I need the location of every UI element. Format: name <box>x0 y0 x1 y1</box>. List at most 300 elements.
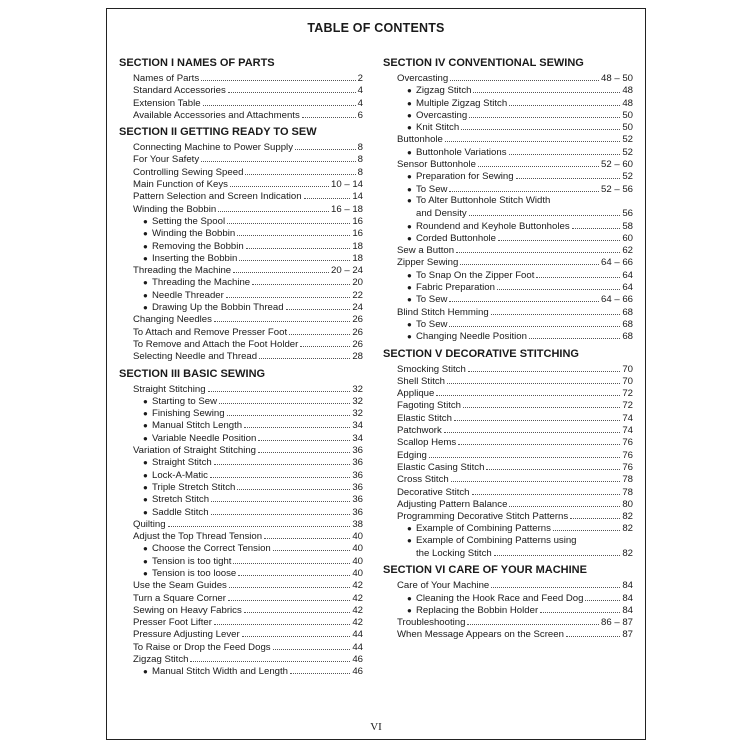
leader-dots <box>570 510 620 519</box>
toc-entry[interactable] <box>383 170 633 182</box>
toc-entry[interactable] <box>119 338 363 350</box>
bullet-icon: ● <box>143 507 148 517</box>
toc-entry[interactable] <box>383 133 633 145</box>
entry-page-number: 20 – 24 <box>330 265 363 277</box>
leader-dots <box>214 456 351 465</box>
bullet-icon: ● <box>407 184 412 194</box>
leader-dots <box>245 166 355 175</box>
entry-text: Use the Seam Guides <box>133 580 227 592</box>
toc-entry[interactable] <box>119 383 363 395</box>
entry-page-number: 36 <box>352 457 363 469</box>
leader-dots <box>242 628 351 637</box>
toc-entry[interactable] <box>119 313 363 325</box>
entry-text: Winding the Bobbin <box>152 228 236 240</box>
entry-label <box>397 629 564 641</box>
entry-text: Changing Needles <box>133 314 212 326</box>
toc-entry[interactable] <box>383 281 633 293</box>
entry-text: When Message Appears on the Screen <box>397 629 564 641</box>
leader-dots <box>445 133 620 142</box>
entry-page-number: 18 <box>352 252 363 264</box>
leader-dots <box>451 473 621 482</box>
entry-label <box>397 580 489 592</box>
entry-text: Scallop Hems <box>397 437 457 449</box>
entry-page-number: 42 <box>352 580 363 592</box>
entry-page-number: 72 <box>622 400 633 412</box>
bullet-icon: ● <box>407 195 412 205</box>
toc-entry[interactable] <box>383 244 633 256</box>
toc-entry[interactable] <box>119 542 363 554</box>
leader-dots <box>233 264 329 273</box>
entry-text: Fagoting Stitch <box>397 400 461 412</box>
entry-page-number: 46 <box>352 654 363 666</box>
toc-entry[interactable] <box>383 387 633 399</box>
leader-dots <box>498 232 620 241</box>
toc-entry[interactable] <box>383 449 633 461</box>
toc-entry[interactable] <box>119 72 363 84</box>
leader-dots <box>509 146 621 155</box>
entry-text: To Snap On the Zipper Foot <box>416 269 535 281</box>
entry-text: To Raise or Drop the Feed Dogs <box>133 641 271 653</box>
entry-text: and Density <box>416 208 467 220</box>
entry-page-number: 26 <box>352 338 363 350</box>
toc-entry[interactable] <box>119 276 363 288</box>
bullet-icon: ● <box>143 253 148 263</box>
entry-page-number: 58 <box>622 220 633 232</box>
toc-entry[interactable] <box>383 461 633 473</box>
entry-page-number: 36 <box>352 445 363 457</box>
toc-entry[interactable] <box>119 289 363 301</box>
toc-entry[interactable] <box>383 220 633 232</box>
toc-entry[interactable] <box>383 522 633 534</box>
toc-entry[interactable] <box>383 293 633 305</box>
toc-entry[interactable] <box>383 436 633 448</box>
entry-text: Setting the Spool <box>152 215 226 227</box>
toc-section <box>383 564 633 640</box>
entry-label <box>152 470 208 482</box>
entry-text: Tension is too tight <box>152 555 232 567</box>
leader-dots <box>168 518 351 527</box>
leader-dots <box>478 158 599 167</box>
toc-entry[interactable] <box>383 97 633 109</box>
leader-dots <box>211 493 350 502</box>
entry-label <box>133 629 240 641</box>
toc-entry[interactable] <box>383 207 633 219</box>
entry-text: Threading the Machine <box>152 277 251 289</box>
entry-page-number: 82 <box>622 523 633 535</box>
leader-dots <box>238 567 350 576</box>
entry-text: Buttonhole Variations <box>416 146 507 158</box>
entry-text: Saddle Stitch <box>152 506 209 518</box>
entry-text: Zigzag Stitch <box>416 85 472 97</box>
leader-dots <box>214 313 350 322</box>
entry-page-number: 24 <box>352 302 363 314</box>
entry-text: Edging <box>397 449 427 461</box>
entry-label <box>416 85 471 97</box>
leader-dots <box>227 215 350 224</box>
toc-entry[interactable] <box>119 395 363 407</box>
leader-dots <box>302 109 356 118</box>
entry-text: Variable Needle Position <box>152 432 257 444</box>
toc-entry[interactable] <box>119 481 363 493</box>
toc-entry[interactable] <box>383 498 633 510</box>
toc-entry[interactable] <box>383 72 633 84</box>
toc-entry[interactable] <box>119 432 363 444</box>
entry-page-number: 40 <box>352 555 363 567</box>
entry-text: Quilting <box>133 518 166 530</box>
toc-entry[interactable] <box>119 665 363 677</box>
entry-page-number: 32 <box>352 408 363 420</box>
entry-label <box>416 195 550 207</box>
leader-dots <box>218 203 329 212</box>
toc-entry[interactable] <box>119 616 363 628</box>
entry-page-number: 48 <box>622 85 633 97</box>
bullet-icon: ● <box>407 332 412 342</box>
entry-text: Care of Your Machine <box>397 580 490 592</box>
entry-page-number: 70 <box>622 363 633 375</box>
toc-entry[interactable] <box>119 604 363 616</box>
bullet-icon: ● <box>407 605 412 615</box>
entry-text: Drawing Up the Bobbin Thread <box>152 302 284 314</box>
leader-dots <box>516 170 621 179</box>
toc-entry[interactable] <box>383 628 633 640</box>
entry-text: Elastic Stitch <box>397 412 452 424</box>
entry-page-number: 84 <box>622 592 633 604</box>
bullet-icon: ● <box>143 433 148 443</box>
toc-entry[interactable] <box>119 84 363 96</box>
toc-entry[interactable] <box>119 141 363 153</box>
entry-page-number: 42 <box>352 604 363 616</box>
toc-entry[interactable] <box>119 506 363 518</box>
entry-page-number: 64 – 66 <box>600 294 633 306</box>
entry-page-number: 62 <box>622 245 633 257</box>
entry-text: Buttonhole <box>397 134 443 146</box>
toc-entry[interactable] <box>119 178 363 190</box>
entry-text: Turn a Square Corner <box>133 592 226 604</box>
entry-page-number: 50 <box>622 122 633 134</box>
entry-label <box>133 204 216 216</box>
entry-page-number: 36 <box>352 506 363 518</box>
entry-page-number: 48 <box>622 97 633 109</box>
leader-dots <box>230 178 329 187</box>
entry-text: Triple Stretch Stitch <box>152 481 236 493</box>
entry-label <box>133 265 231 277</box>
toc-entry[interactable] <box>119 555 363 567</box>
toc-entry[interactable] <box>383 399 633 411</box>
entry-page-number: 86 – 87 <box>600 617 633 629</box>
toc-entry[interactable] <box>383 195 633 207</box>
toc-entry[interactable] <box>119 166 363 178</box>
entry-text: Stretch Stitch <box>152 494 210 506</box>
entry-text: To Sew <box>416 294 448 306</box>
toc-entry[interactable] <box>383 592 633 604</box>
leader-dots <box>304 190 351 199</box>
entry-text: Manual Stitch Length <box>152 420 243 432</box>
toc-entry[interactable] <box>119 215 363 227</box>
leader-dots <box>472 486 621 495</box>
entry-text: Standard Accessories <box>133 85 226 97</box>
leader-dots <box>286 301 351 310</box>
entry-label <box>416 294 447 306</box>
section-heading: SECTION I NAMES OF PARTS <box>119 57 275 69</box>
entry-page-number: 28 <box>352 351 363 363</box>
toc-entry[interactable] <box>383 306 633 318</box>
page-frame <box>106 8 646 740</box>
entry-text: Available Accessories and Attachments <box>133 109 300 121</box>
toc-entry[interactable] <box>383 510 633 522</box>
leader-dots <box>460 256 599 265</box>
leader-dots <box>244 419 350 428</box>
toc-entry[interactable] <box>119 419 363 431</box>
leader-dots <box>273 641 351 650</box>
entry-text: the Locking Stitch <box>416 547 492 559</box>
toc-entry[interactable] <box>119 469 363 481</box>
bullet-icon: ● <box>407 123 412 133</box>
entry-page-number: 52 <box>622 171 633 183</box>
entry-label <box>416 208 467 220</box>
entry-text: Connecting Machine to Power Supply <box>133 142 293 154</box>
entry-label <box>133 384 206 396</box>
toc-column-left <box>119 57 363 683</box>
toc-entry[interactable] <box>119 456 363 468</box>
toc-entry[interactable] <box>383 375 633 387</box>
toc-entry[interactable] <box>119 407 363 419</box>
bullet-icon: ● <box>407 147 412 157</box>
toc-entry[interactable] <box>383 547 633 559</box>
leader-dots <box>244 604 351 613</box>
entry-text: Main Function of Keys <box>133 179 228 191</box>
page-number: VI <box>370 721 382 733</box>
entry-text: Controlling Sewing Speed <box>133 166 244 178</box>
entry-page-number: 80 <box>622 498 633 510</box>
entry-text: Overcasting <box>416 109 468 121</box>
leader-dots <box>233 555 350 564</box>
entry-text: Cleaning the Hook Race and Feed Dog <box>416 592 584 604</box>
entry-text: Example of Combining Patterns <box>416 523 551 535</box>
toc-entry[interactable] <box>383 473 633 485</box>
toc-entry[interactable] <box>383 318 633 330</box>
entry-text: Variation of Straight Stitching <box>133 445 257 457</box>
entry-label <box>416 535 577 547</box>
entry-text: Sensor Buttonhole <box>397 159 476 171</box>
toc-entry[interactable] <box>383 363 633 375</box>
leader-dots <box>264 530 350 539</box>
entry-page-number: 16 – 18 <box>330 203 363 215</box>
entry-page-number: 64 <box>622 269 633 281</box>
entry-label <box>397 134 443 146</box>
entry-text: Lock-A-Matic <box>152 469 208 481</box>
toc-entry[interactable] <box>383 616 633 628</box>
entry-label <box>133 617 212 629</box>
toc-entry[interactable] <box>119 240 363 252</box>
entry-label <box>133 351 257 363</box>
entry-page-number: 60 <box>622 232 633 244</box>
entry-label <box>133 531 262 543</box>
toc-entry[interactable] <box>119 264 363 276</box>
toc-entry[interactable] <box>119 444 363 456</box>
entry-text: Troubleshooting <box>397 617 466 629</box>
toc-entry[interactable] <box>119 203 363 215</box>
toc-entry[interactable] <box>119 350 363 362</box>
leader-dots <box>429 449 620 458</box>
entry-label <box>152 433 256 445</box>
entry-text: To Alter Buttonhole Stitch Width <box>416 194 551 206</box>
leader-dots <box>467 616 599 625</box>
entry-page-number: 34 <box>352 432 363 444</box>
toc-entry[interactable] <box>119 567 363 579</box>
leader-dots <box>208 383 351 392</box>
entry-text: To Sew <box>416 318 448 330</box>
entry-label <box>416 548 492 560</box>
toc-section <box>383 348 633 560</box>
entry-page-number: 52 – 56 <box>600 183 633 195</box>
bullet-icon: ● <box>143 568 148 578</box>
leader-dots <box>552 195 631 203</box>
leader-dots <box>449 318 620 327</box>
leader-dots <box>469 207 621 216</box>
entry-text: Inserting the Bobbin <box>152 252 238 264</box>
entry-page-number: 44 <box>352 629 363 641</box>
entry-text: Replacing the Bobbin Holder <box>416 604 539 616</box>
entry-page-number: 82 <box>622 511 633 523</box>
entry-page-number: 2 <box>357 73 363 84</box>
leader-dots <box>201 72 356 81</box>
entry-text: Needle Threader <box>152 289 224 301</box>
toc-entry[interactable] <box>119 190 363 202</box>
toc-entry[interactable] <box>119 301 363 313</box>
entry-label <box>397 450 427 462</box>
leader-dots <box>450 72 599 81</box>
entry-label <box>152 396 217 408</box>
toc-entry[interactable] <box>119 153 363 165</box>
bullet-icon: ● <box>143 241 148 251</box>
leader-dots <box>491 306 621 315</box>
toc-entry[interactable] <box>119 653 363 665</box>
entry-text: Multiple Zigzag Stitch <box>416 97 508 109</box>
entry-text: Cross Stitch <box>397 474 449 486</box>
toc-column-right <box>383 57 633 646</box>
toc-entry[interactable] <box>119 326 363 338</box>
toc-entry[interactable] <box>383 412 633 424</box>
toc-entry[interactable] <box>119 109 363 121</box>
entry-page-number: 16 <box>352 215 363 227</box>
toc-entry[interactable] <box>119 518 363 530</box>
bullet-icon: ● <box>143 409 148 419</box>
leader-dots <box>228 592 350 601</box>
entry-page-number: 56 <box>622 208 633 220</box>
toc-entry[interactable] <box>383 146 633 158</box>
bullet-icon: ● <box>143 470 148 480</box>
entry-page-number: 74 <box>622 412 633 424</box>
leader-dots <box>295 141 356 150</box>
entry-label <box>152 556 231 568</box>
entry-page-number: 76 <box>622 449 633 461</box>
entry-text: Selecting Needle and Thread <box>133 351 258 363</box>
toc-entry[interactable] <box>383 84 633 96</box>
leader-dots <box>473 84 620 93</box>
toc-entry[interactable] <box>383 579 633 591</box>
entry-page-number: 46 <box>352 666 363 678</box>
toc-entry[interactable] <box>383 121 633 133</box>
entry-label <box>397 245 454 257</box>
entry-page-number: 4 <box>357 97 363 109</box>
entry-text: To Remove and Attach the Foot Holder <box>133 338 299 350</box>
entry-page-number: 78 <box>622 486 633 498</box>
entry-text: To Sew <box>416 183 448 195</box>
entry-label <box>152 568 236 580</box>
entry-page-number: 78 <box>622 474 633 486</box>
leader-dots <box>239 252 350 261</box>
entry-page-number: 8 <box>357 154 363 166</box>
bullet-icon: ● <box>407 233 412 243</box>
toc-entry[interactable] <box>119 579 363 591</box>
toc-entry[interactable] <box>119 493 363 505</box>
toc-entry[interactable] <box>383 109 633 121</box>
toc-entry[interactable] <box>119 592 363 604</box>
bullet-icon: ● <box>143 667 148 677</box>
bullet-icon: ● <box>407 86 412 96</box>
bullet-icon: ● <box>143 556 148 566</box>
leader-dots <box>447 375 620 384</box>
entry-page-number: 68 <box>622 306 633 318</box>
entry-label <box>133 580 227 592</box>
entry-label <box>397 499 507 511</box>
bullet-icon: ● <box>143 421 148 431</box>
entry-page-number: 8 <box>357 166 363 178</box>
entry-label <box>416 331 527 343</box>
toc-entry[interactable] <box>119 641 363 653</box>
toc-entry[interactable] <box>383 330 633 342</box>
toc-entry[interactable] <box>383 535 633 547</box>
leader-dots <box>246 240 351 249</box>
entry-text: Decorative Stitch <box>397 486 470 498</box>
toc-entry[interactable] <box>383 232 633 244</box>
entry-label <box>133 73 199 85</box>
toc-entry[interactable] <box>383 183 633 195</box>
entry-label <box>397 617 465 629</box>
leader-dots <box>540 604 620 613</box>
entry-text: Zigzag Stitch <box>133 654 189 666</box>
section-heading: SECTION IV CONVENTIONAL SEWING <box>383 57 584 69</box>
toc-entry[interactable] <box>383 158 633 170</box>
entry-label <box>152 253 237 265</box>
section-heading: SECTION II GETTING READY TO SEW <box>119 126 317 139</box>
toc-entry[interactable] <box>119 252 363 264</box>
bullet-icon: ● <box>407 221 412 231</box>
entry-page-number: 72 <box>622 388 633 400</box>
toc-entry[interactable] <box>119 227 363 239</box>
toc-entry[interactable] <box>119 97 363 109</box>
toc-entry[interactable] <box>383 256 633 268</box>
leader-dots <box>436 387 620 396</box>
toc-entry[interactable] <box>383 269 633 281</box>
toc-entry[interactable] <box>119 530 363 542</box>
entry-label <box>133 519 166 531</box>
bullet-icon: ● <box>407 270 412 280</box>
entry-text: Smocking Stitch <box>397 363 466 375</box>
entry-page-number: 6 <box>357 109 363 121</box>
entry-page-number: 32 <box>352 383 363 395</box>
entry-page-number: 14 <box>352 191 363 203</box>
toc-entry[interactable] <box>119 628 363 640</box>
toc-entry[interactable] <box>383 604 633 616</box>
entry-page-number: 64 – 66 <box>600 257 633 269</box>
leader-dots <box>458 436 620 445</box>
entry-text: Sew a Button <box>397 245 455 257</box>
toc-entry[interactable] <box>383 424 633 436</box>
toc-section <box>383 57 633 343</box>
section-heading: SECTION VI CARE OF YOUR MACHINE <box>383 564 587 577</box>
toc-entry[interactable] <box>383 486 633 498</box>
